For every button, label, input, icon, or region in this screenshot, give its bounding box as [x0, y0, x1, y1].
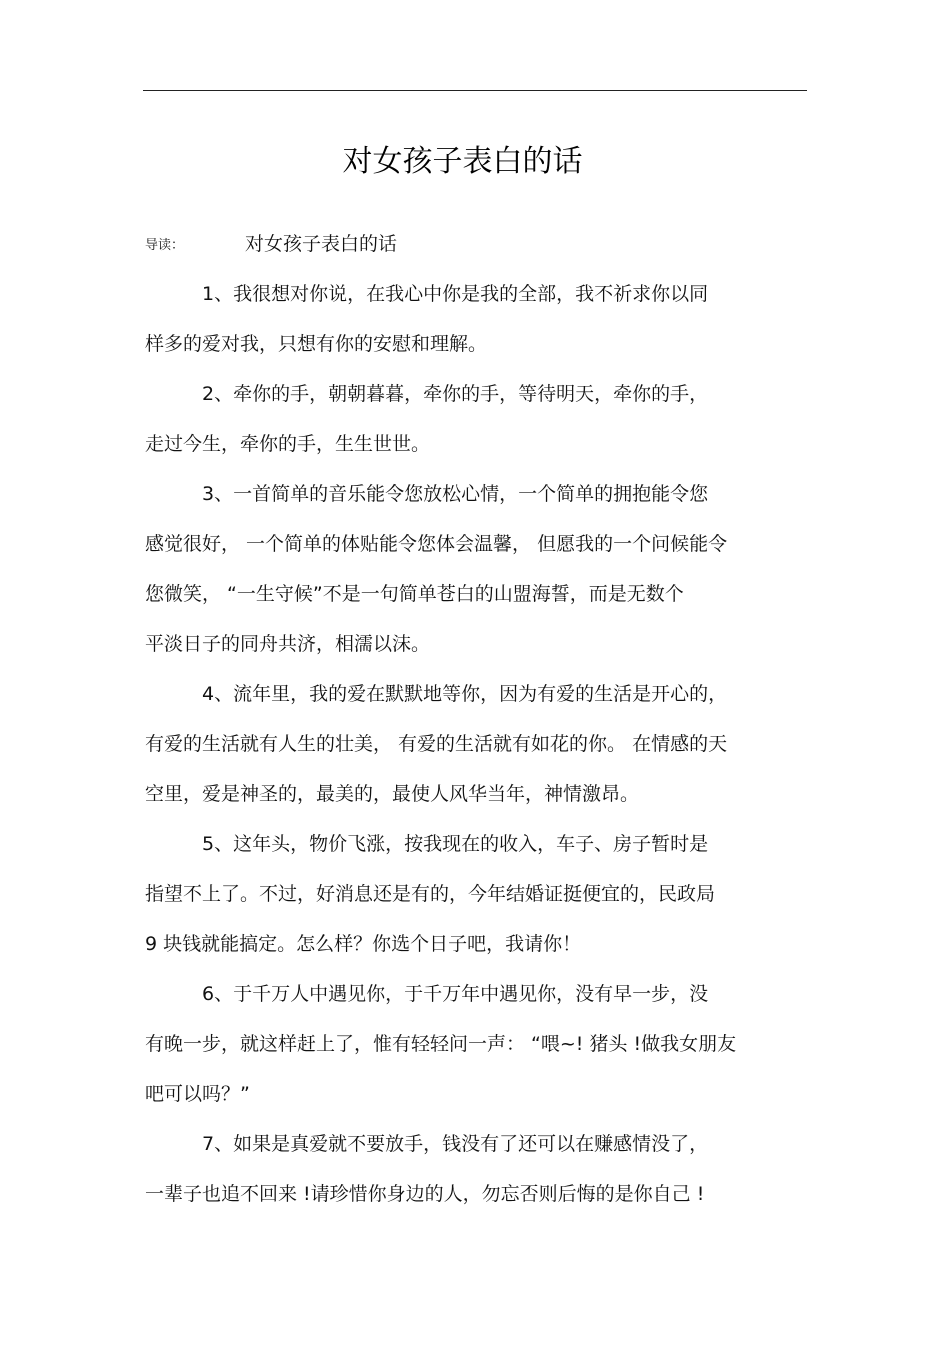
paragraph-5-line-1: 5、这年头，物价飞涨，按我现在的收入，车子、房子暂时是 — [202, 833, 709, 855]
paragraph-6-line-3: 吧可以吗？” — [145, 1083, 250, 1105]
paragraph-2-line-2: 走过今生，牵你的手，生生世世。 — [145, 433, 431, 455]
paragraph-1-line-2: 样多的爱对我，只想有你的安慰和理解。 — [145, 333, 488, 355]
paragraph-5-line-2: 指望不上了。不过，好消息还是有的，今年结婚证挺便宜的，民政局 — [145, 883, 716, 905]
paragraph-3-line-3: 您微笑， “一生守候”不是一句简单苍白的山盟海誓，而是无数个 — [145, 583, 684, 605]
paragraph-4-line-3: 空里，爱是神圣的，最美的，最使人风华当年，神情激昂。 — [145, 783, 640, 805]
paragraph-5-line-3: 9 块钱就能搞定。怎么样？你选个日子吧，我请你！ — [145, 933, 582, 955]
paragraph-6-line-2: 有晚一步，就这样赶上了，惟有轻轻问一声： “喂~! 猪头 !做我女朋友 — [145, 1033, 737, 1055]
paragraph-1-line-1: 1、我很想对你说，在我心中你是我的全部，我不祈求你以同 — [202, 283, 709, 305]
paragraph-4-line-2: 有爱的生活就有人生的壮美， 有爱的生活就有如花的你。 在情感的天 — [145, 733, 728, 755]
header-rule — [143, 90, 807, 91]
paragraph-7-line-1: 7、如果是真爱就不要放手，钱没有了还可以在赚感情没了， — [202, 1133, 709, 1155]
paragraph-3-line-4: 平淡日子的同舟共济，相濡以沫。 — [145, 633, 431, 655]
paragraph-3-line-1: 3、一首简单的音乐能令您放松心情，一个简单的拥抱能令您 — [202, 483, 709, 505]
paragraph-4-line-1: 4、流年里，我的爱在默默地等你，因为有爱的生活是开心的， — [202, 683, 728, 705]
lead-text: 对女孩子表白的话 — [245, 233, 398, 255]
document-title: 对女孩子表白的话 — [342, 144, 583, 179]
paragraph-2-line-1: 2、牵你的手，朝朝暮暮，牵你的手，等待明天，牵你的手， — [202, 383, 709, 405]
paragraph-3-line-2: 感觉很好， 一个简单的体贴能令您体会温馨， 但愿我的一个问候能令 — [145, 533, 728, 555]
paragraph-6-line-1: 6、于千万人中遇见你，于千万年中遇见你，没有早一步，没 — [202, 983, 709, 1005]
paragraph-7-line-2: 一辈子也追不回来 !请珍惜你身边的人，勿忘否则后悔的是你自己 ! — [145, 1183, 705, 1205]
lead-label: 导读： — [145, 238, 185, 253]
